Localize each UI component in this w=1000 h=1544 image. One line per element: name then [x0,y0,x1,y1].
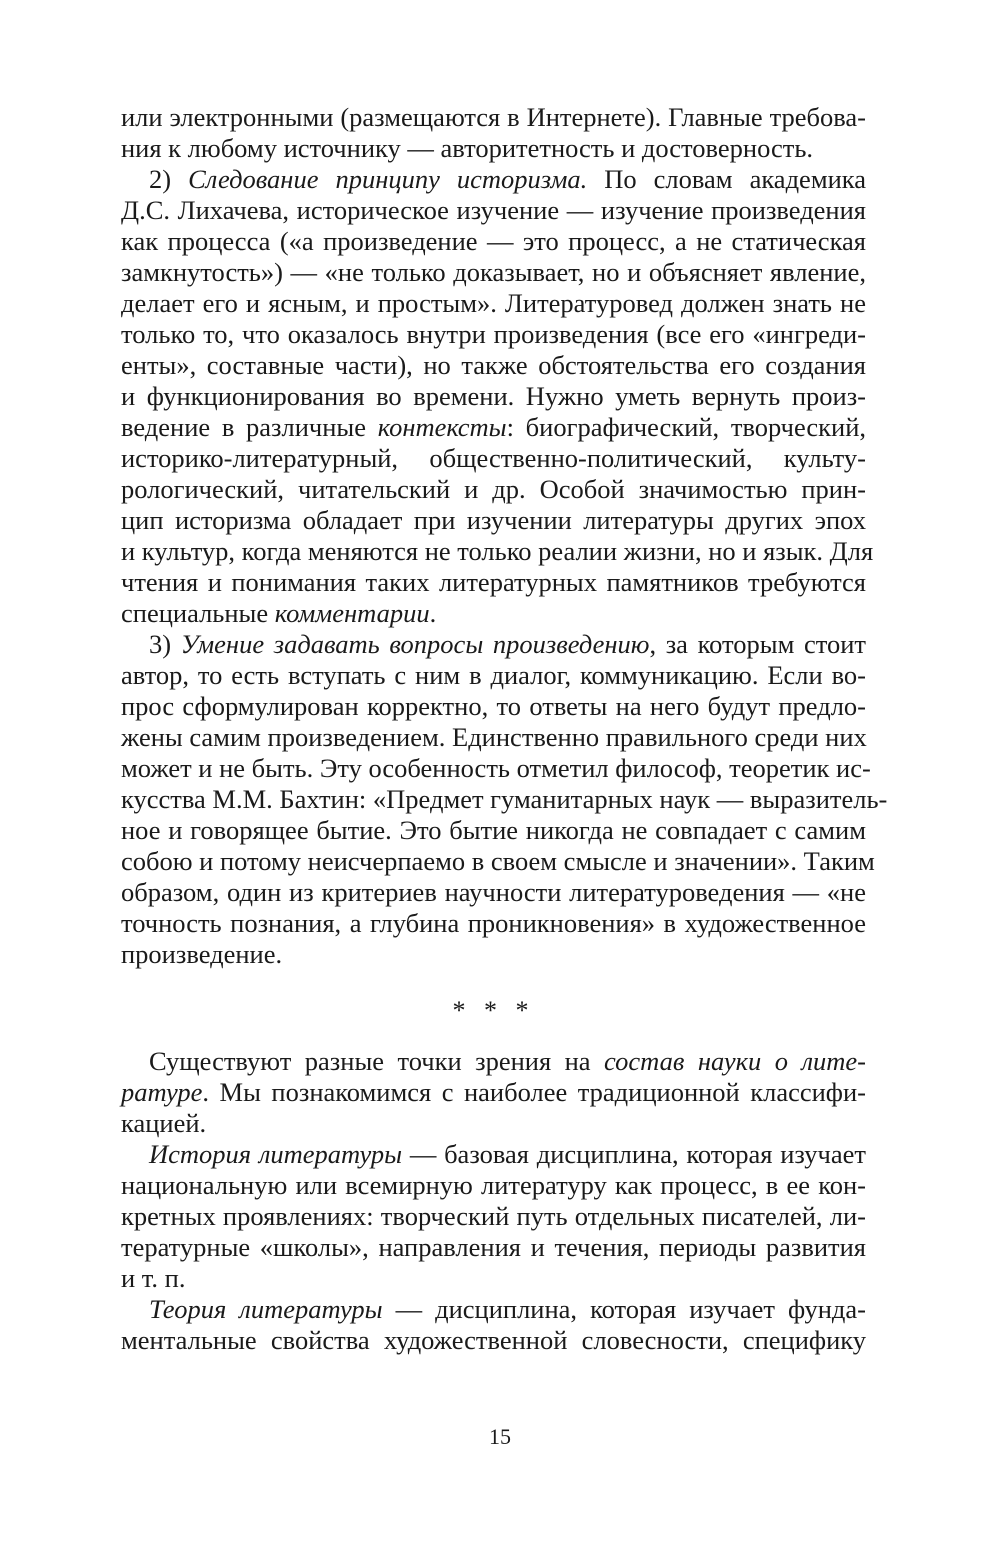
text-line [121,1294,866,1325]
text-run: образом, один из критериев научности литературоведения — «не [121,877,866,907]
text-line [121,1232,866,1263]
text-run: кусства М.М. Бахтин: «Предмет гуманитарных наук — выразитель- [121,784,888,814]
text-run: точность познания, а глубина проникновения» в художественное [121,908,866,938]
text-run: автор, то есть вступать с ним в диалог, коммуникацию. Если во- [121,660,866,690]
text-line [121,195,866,226]
text-run: По словам академика [587,164,867,194]
text-run: или электронными (размещаются в Интернете). Главные требова- [121,102,866,132]
italic-term: контексты [377,412,507,442]
text-run: Существуют разные точки зрения на [149,1046,605,1076]
text-line [121,753,871,784]
text-line [121,536,874,567]
text-line [121,412,866,443]
text-run: : биографический, творческий, [506,412,866,442]
text-line [121,660,866,691]
text-line [121,908,866,939]
text-line [121,443,866,474]
text-line [121,350,866,381]
text-run: произведение. [121,939,283,969]
text-line [121,1046,866,1077]
text-line [121,815,866,846]
text-run: и культур, когда меняются не только реалии жизни, но и язык. Для [121,536,874,566]
text-line [121,102,866,133]
text-run: кретных проявлениях: творческий путь отдельных писателей, ли- [121,1201,866,1231]
italic-term: История литературы [149,1139,403,1169]
text-line [121,877,866,908]
text-line [121,598,866,629]
text-run: . [429,598,437,628]
italic-term: ратуре [121,1077,203,1107]
text-run: 2) [149,164,189,194]
text-line [121,164,866,195]
text-run: делает его и ясным, и простым». Литературовед должен знать не [121,288,866,318]
italic-term: Теория литературы [149,1294,383,1324]
text-line [121,474,866,505]
text-line [121,939,866,970]
text-line [121,691,866,722]
text-line [121,505,866,536]
text-run: тературные «школы», направления и течения, периоды развития [121,1232,866,1262]
text-run: ведение в различные [121,412,378,442]
text-run: прос сформулирован корректно, то ответы на него будут предло- [121,691,866,721]
text-run: цип историзма обладает при изучении литературы других эпох [121,505,866,535]
text-run: замкнутость») — «не только доказывает, но и объясняет явление, [121,257,866,287]
text-run: собою и потому неисчерпаемо в своем смысле и значении». Таким [121,846,875,876]
page-number: 15 [489,1424,511,1449]
text-run: енты», составные части), но также обстоятельства его создания [121,350,866,380]
text-line [121,257,866,288]
text-line [121,567,866,598]
text-run: Д.С. Лихачева, историческое изучение — изучение произведения [121,195,866,225]
page-body [121,102,888,1356]
text-line [121,629,866,660]
text-run: и функционирования во времени. Нужно уметь вернуть произ- [121,381,866,411]
section-separator: * * * [452,996,535,1025]
text-run: — дисциплина, которая изучает фунда- [382,1294,866,1324]
text-run: ное и говорящее бытие. Это бытие никогда не совпадает с самим [121,815,866,845]
text-run: специальные [121,598,275,628]
italic-term: состав науки о лите- [604,1046,866,1076]
text-run: как процесса («а произведение — это процесс, а не статическая [121,226,866,256]
text-line [121,1077,866,1108]
text-run: — базовая дисциплина, которая изучает [402,1139,866,1169]
text-run: 3) [149,629,181,659]
text-line [121,288,866,319]
text-run: , за которым стоит [649,629,866,659]
text-run: кацией. [121,1108,207,1138]
text-run: историко-литературный, общественно-политический, культу- [121,443,866,473]
text-line [121,319,866,350]
text-line [121,1108,866,1139]
text-run: рологический, читательский и др. Особой значимостью прин- [121,474,866,504]
text-line [121,722,866,753]
text-line [121,1170,866,1201]
text-run: национальную или всемирную литературу как процесс, в ее кон- [121,1170,866,1200]
text-line [121,1263,866,1294]
italic-term: Умение задавать вопросы произведению [180,629,650,659]
italic-term: Следование принципу историзма. [188,164,588,194]
text-line [121,1139,866,1170]
text-run: может и не быть. Эту особенность отметил философ, теоретик ис- [121,753,871,783]
text-run: жены самим произведением. Единственно правильного среди них [121,722,867,752]
text-run: только то, что оказалось внутри произведения (все его «ингреди- [121,319,866,349]
text-run: и т. п. [121,1263,186,1293]
text-line [121,381,866,412]
text-line [121,1201,866,1232]
text-line [121,226,866,257]
text-run: ния к любому источнику — авторитетность и достоверность. [121,133,814,163]
text-line [121,846,875,877]
text-run: . Мы познакомимся с наиболее традиционной классифи- [202,1077,866,1107]
text-line [121,784,888,815]
text-line [121,133,866,164]
text-run: чтения и понимания таких литературных памятников требуются [121,567,866,597]
italic-term: комментарии [274,598,430,628]
text-run: ментальные свойства художественной словесности, специфику [121,1325,866,1355]
text-line [121,1325,866,1356]
